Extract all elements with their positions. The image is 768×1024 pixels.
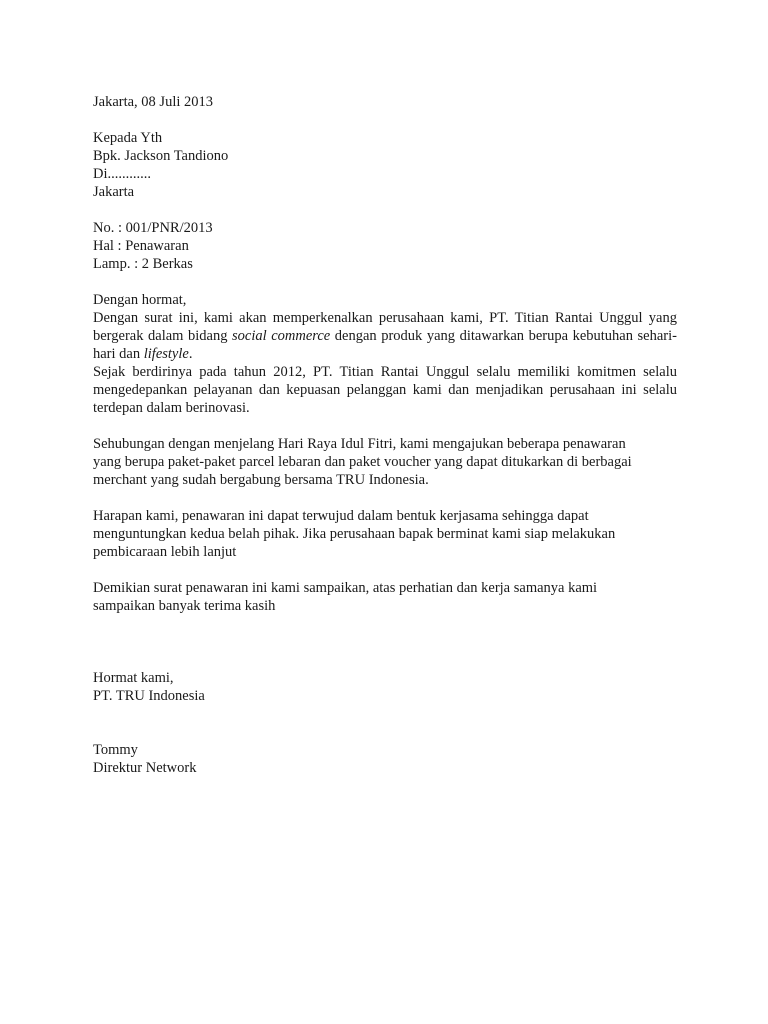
letter-page <box>93 93 677 777</box>
paragraph-5 <box>93 579 677 615</box>
paragraph-4-line-1: Harapan kami, penawaran ini dapat terwujud dalam bentuk kerjasama sehingga dapat <box>93 508 589 524</box>
reference-block <box>93 219 677 273</box>
reference-attachment: Lamp. : 2 Berkas <box>93 256 193 272</box>
recipient-address: Di............ <box>93 166 151 182</box>
paragraph-1 <box>93 309 677 363</box>
paragraph-1-italic-2: lifestyle <box>143 346 189 362</box>
paragraph-5-line-2: sampaikan banyak terima kasih <box>93 598 276 614</box>
paragraph-3 <box>93 435 677 489</box>
paragraph-1-part-2: dengan produk yang ditawarkan berupa kebutuhan sehari-hari dan <box>93 328 677 362</box>
recipient-city: Jakarta <box>93 184 135 200</box>
paragraph-3-line-3: merchant yang sudah bergabung bersama TRU Indonesia. <box>93 472 429 488</box>
closing-greeting: Hormat kami, <box>93 670 174 686</box>
paragraph-4 <box>93 507 677 561</box>
paragraph-1-part-3: . <box>188 346 193 362</box>
reference-subject: Hal : Penawaran <box>93 238 189 254</box>
signatory-title: Direktur Network <box>93 760 197 776</box>
letter-date: Jakarta, 08 Juli 2013 <box>93 94 214 110</box>
signatory-name: Tommy <box>93 742 138 758</box>
paragraph-1-italic-1: social commerce <box>232 328 331 344</box>
paragraph-1-part-1: Dengan surat ini, kami akan memperkenalkan perusahaan kami, PT. Titian Rantai Unggul yang bergerak dalam bidang <box>93 310 677 344</box>
signatory-block <box>93 741 677 777</box>
closing-company: PT. TRU Indonesia <box>93 688 205 704</box>
closing-block <box>93 669 677 705</box>
paragraph-2: Sejak berdirinya pada tahun 2012, PT. Titian Rantai Unggul selalu memiliki komitmen selalu mengedepankan pelayanan dan kepuasan pelanggan kami dan menjadikan perusahaan ini selalu terdepan dalam berinovasi. <box>93 364 677 416</box>
paragraph-4-line-2: menguntungkan kedua belah pihak. Jika perusahaan bapak berminat kami siap melakukan <box>93 526 616 542</box>
paragraph-3-line-1: Sehubungan dengan menjelang Hari Raya Idul Fitri, kami mengajukan beberapa penawaran <box>93 436 626 452</box>
paragraph-5-line-1: Demikian surat penawaran ini kami sampaikan, atas perhatian dan kerja samanya kami <box>93 580 598 596</box>
recipient-line-1: Kepada Yth <box>93 130 163 146</box>
reference-number: No. : 001/PNR/2013 <box>93 220 213 236</box>
recipient-name: Bpk. Jackson Tandiono <box>93 148 229 164</box>
paragraph-4-line-3: pembicaraan lebih lanjut <box>93 544 237 560</box>
paragraph-3-line-2: yang berupa paket-paket parcel lebaran dan paket voucher yang dapat ditukarkan di berbagai <box>93 454 632 470</box>
recipient-block <box>93 129 677 201</box>
salutation: Dengan hormat, <box>93 292 187 308</box>
